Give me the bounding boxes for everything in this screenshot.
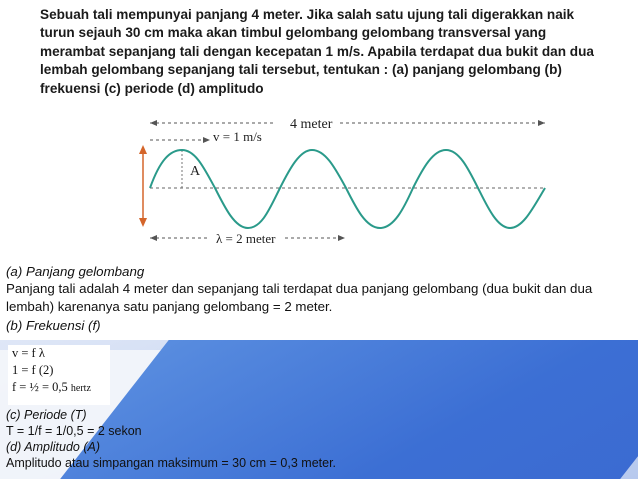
answer-c-heading: (c) Periode (T) bbox=[6, 408, 87, 422]
velocity-arrowhead bbox=[203, 137, 210, 143]
answer-a-heading: (a) Panjang gelombang bbox=[6, 264, 145, 279]
answer-c-text: T = 1/f = 1/0,5 = 2 sekon bbox=[6, 424, 142, 438]
total-length-arrowhead-left bbox=[150, 120, 157, 126]
amplitude-double-arrow bbox=[139, 145, 147, 227]
velocity-label: v = 1 m/s bbox=[213, 129, 262, 144]
answer-d-text: Amplitudo atau simpangan maksimum = 30 cm = 0,3 meter. bbox=[6, 456, 337, 470]
sine-wave bbox=[150, 150, 545, 228]
formula-line-3 bbox=[12, 379, 110, 397]
wavelength-arrowhead-right bbox=[338, 235, 345, 241]
formula-line-3-unit: hertz bbox=[70, 383, 91, 394]
wavelength-label: λ = 2 meter bbox=[216, 231, 276, 246]
wavelength-arrowhead-left bbox=[150, 235, 157, 241]
frequency-formula-box bbox=[8, 345, 110, 405]
total-length-arrowhead-right bbox=[538, 120, 545, 126]
answer-b-heading: (b) Frekuensi (f) bbox=[6, 318, 101, 333]
problem-statement: Sebuah tali mempunyai panjang 4 meter. Jika salah satu ujung tali digerakkan naik turun sejauh 30 cm maka akan timbul gelombang gelombang transversal yang merambat sepanjang tali dengan kecepatan 1 m/s. Apabila terdapat dua bukit dan dua lembah gelombang sepanjang tali tersebut, tentukan : (a) panjang gelombang (b) frekuensi (c) periode (d) amplitudo bbox=[40, 7, 594, 96]
answer-d-heading: (d) Amplitudo (A) bbox=[6, 440, 101, 454]
total-length-label: 4 meter bbox=[290, 117, 333, 132]
formula-line-1: v = f λ bbox=[12, 346, 45, 360]
amplitude-label: A bbox=[190, 164, 201, 179]
formula-line-2: 1 = f (2) bbox=[12, 363, 54, 377]
answer-a-text: Panjang tali adalah 4 meter dan sepanjang tali terdapat dua panjang gelombang (dua bukit dan dua lembah) karenanya satu panjang gelombang = 2 meter. bbox=[6, 281, 593, 314]
formula-line-3-value: f = ½ = 0,5 bbox=[12, 380, 68, 394]
